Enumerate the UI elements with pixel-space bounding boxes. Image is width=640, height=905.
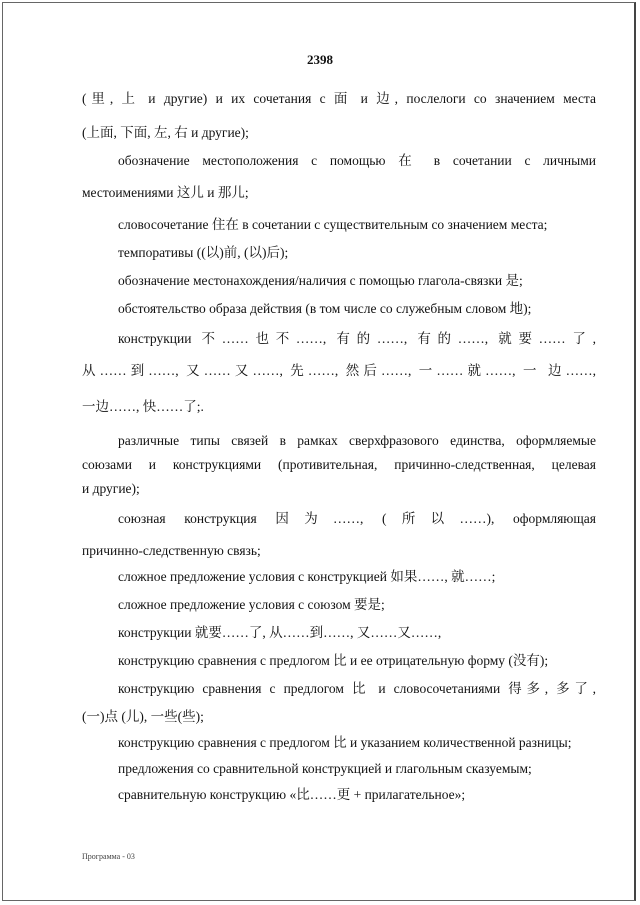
text-line: местоимениями 这儿 и 那儿; <box>82 185 249 200</box>
text-line: конструкцию сравнения с предлогом 比 и указанием количественной разницы; <box>118 735 572 750</box>
text-line: обозначение местоположения с помощью 在 в сочетании с личными <box>118 153 596 168</box>
text-line: (里, 上 и другие) и их сочетания с 面 и 边, послелоги со значением места <box>82 91 596 106</box>
text-line: обстоятельство образа действия (в том числе со служебным словом 地); <box>118 301 532 316</box>
text-line: причинно-следственную связь; <box>82 543 261 558</box>
text-line: конструкцию сравнения с предлогом 比 и словосочетаниями 得多, 多了, <box>118 681 596 696</box>
text-line: союзная конструкция 因为……, (所以……), оформляющая <box>118 511 596 526</box>
text-line: конструкцию сравнения с предлогом 比 и ее отрицательную форму (没有); <box>118 653 549 668</box>
text-line: различные типы связей в рамках сверхфразового единства, оформляемые <box>118 433 596 448</box>
text-line: (一)点 (儿), 一些(些); <box>82 709 204 724</box>
page-number: 2398 <box>307 52 333 67</box>
text-line: сложное предложение условия с конструкцией 如果……, 就……; <box>118 569 496 584</box>
text-line: обозначение местонахождения/наличия с помощью глагола-связки 是; <box>118 273 523 288</box>
text-line: союзами и конструкциями (противительная, причинно-следственная, целевая <box>82 457 596 472</box>
text-line: сравнительную конструкцию «比……更 + прилагательное»; <box>118 787 466 802</box>
footer-note: Программа - 03 <box>82 852 135 861</box>
text-line: (上面, 下面, 左, 右 и другие); <box>82 125 249 140</box>
text-line: 一边……, 快……了;. <box>82 399 204 414</box>
text-line: конструкции 就要……了, 从……到……, 又……又……, <box>118 625 442 640</box>
text-line: словосочетание 住在 в сочетании с существительным со значением места; <box>118 217 548 232</box>
text-line: сложное предложение условия с союзом 要是; <box>118 597 385 612</box>
text-line: 从……到……, 又……又……, 先……, 然后……, 一……就……, 一 边……, <box>82 363 596 378</box>
text-line: и другие); <box>82 481 140 496</box>
text-line: конструкции 不……也不……, 有的……, 有的……, 就要……了, <box>118 331 596 346</box>
text-line: темпоративы ((以)前, (以)后); <box>118 245 289 260</box>
text-line: предложения со сравнительной конструкцией и глагольным сказуемым; <box>118 761 532 776</box>
